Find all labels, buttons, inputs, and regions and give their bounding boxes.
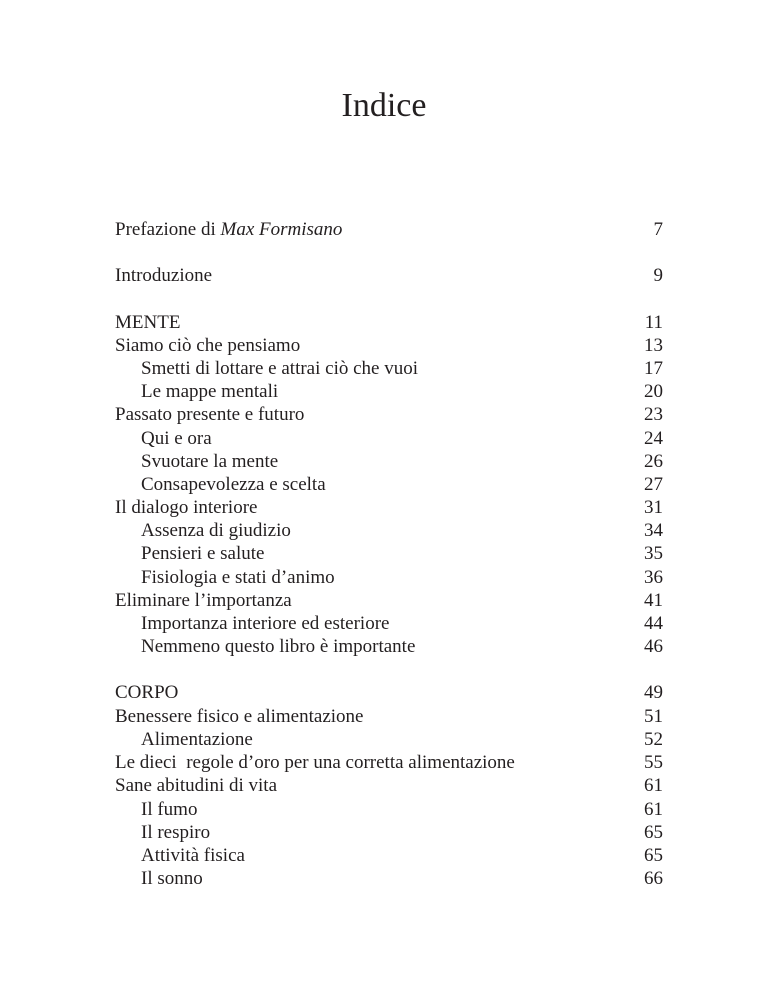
toc-subentry (115, 728, 663, 752)
toc-entry-page: 51 (644, 706, 663, 727)
toc-entry-page: 26 (644, 451, 663, 472)
toc-entry-page: 11 (644, 312, 663, 333)
toc-entry-label: Consapevolezza e scelta (141, 474, 326, 495)
toc-entry-page: 31 (644, 497, 663, 518)
toc-entry-page: 46 (644, 636, 663, 657)
toc-entry (115, 218, 663, 242)
toc-entry-page: 13 (644, 335, 663, 356)
toc-subentry (115, 844, 663, 868)
toc-entry-label: Fisiologia e stati d’animo (141, 567, 335, 588)
toc-entry-page: 65 (644, 822, 663, 843)
toc-entry-page: 49 (644, 682, 663, 703)
toc-entry-label: Prefazione di Max Formisano (115, 219, 343, 240)
toc-entry-page: 66 (644, 868, 663, 889)
toc-entry (115, 496, 663, 520)
toc-entry-label: Siamo ciò che pensiamo (115, 335, 301, 356)
toc-entry-page: 52 (644, 729, 663, 750)
toc-entry-page: 65 (644, 845, 663, 866)
toc-entry-page: 41 (644, 590, 663, 611)
toc-subentry (115, 635, 663, 659)
page-title: Indice (341, 87, 427, 124)
toc-entry-label: Alimentazione (141, 729, 253, 750)
toc-entry-label: Pensieri e salute (141, 543, 265, 564)
toc-entry-label: Benessere fisico e alimentazione (115, 706, 364, 727)
toc-section-heading (115, 311, 663, 335)
toc-entry-page: 44 (644, 613, 663, 634)
toc-entry-page: 55 (644, 752, 663, 773)
toc-entry-label: Il dialogo interiore (115, 497, 258, 518)
toc-subentry (115, 357, 663, 381)
toc-entry-label: Introduzione (115, 265, 213, 286)
toc-entry-page: 17 (644, 358, 663, 379)
toc-entry-label: Le dieci regole d’oro per una corretta alimentazione (115, 752, 515, 773)
toc-entry (115, 264, 663, 288)
toc-entry-label: Le mappe mentali (141, 381, 279, 402)
toc-entry (115, 334, 663, 358)
toc-section-heading (115, 681, 663, 705)
toc-entry-page: 61 (644, 799, 663, 820)
toc-entry-label: MENTE (115, 312, 181, 333)
toc-entry-page: 7 (653, 219, 663, 240)
toc-entry-label: Il respiro (141, 822, 211, 843)
toc-entry-label: Assenza di giudizio (141, 520, 291, 541)
toc-entry-label: Eliminare l’importanza (115, 590, 292, 611)
toc-subentry (115, 519, 663, 543)
toc-entry-page: 27 (644, 474, 663, 495)
toc-entry-page: 36 (644, 567, 663, 588)
toc-entry-page: 24 (644, 428, 663, 449)
toc-entry-label: CORPO (115, 682, 179, 703)
toc-entry-label: Svuotare la mente (141, 451, 279, 472)
toc-entry-page: 35 (644, 543, 663, 564)
toc-entry-label: Il sonno (141, 868, 203, 889)
toc-subentry (115, 798, 663, 822)
toc-entry (115, 705, 663, 729)
toc-entry-label: Smetti di lottare e attrai ciò che vuoi (141, 358, 418, 379)
toc-entry (115, 751, 663, 775)
toc-entry (115, 774, 663, 798)
toc-entry-label: Sane abitudini di vita (115, 775, 278, 796)
toc-subentry (115, 380, 663, 404)
toc-subentry (115, 612, 663, 636)
toc-subentry (115, 473, 663, 497)
toc-entry-page: 61 (644, 775, 663, 796)
toc-subentry (115, 867, 663, 891)
toc-entry (115, 403, 663, 427)
author-name: Max Formisano (220, 219, 343, 240)
toc-entry-label: Nemmeno questo libro è importante (141, 636, 416, 657)
toc-entry-page: 9 (653, 265, 663, 286)
toc-entry-page: 23 (644, 404, 663, 425)
toc-entry-label: Passato presente e futuro (115, 404, 305, 425)
toc-entry-label: Il fumo (141, 799, 198, 820)
toc-subentry (115, 542, 663, 566)
toc-entry-page: 20 (644, 381, 663, 402)
toc-subentry (115, 450, 663, 474)
toc-entry-label: Attività fisica (141, 845, 245, 866)
toc-entry-label: Qui e ora (141, 428, 212, 449)
toc-entry (115, 589, 663, 613)
toc-entry-page: 34 (644, 520, 663, 541)
toc-subentry (115, 427, 663, 451)
toc-entry-label: Importanza interiore ed esteriore (141, 613, 390, 634)
toc-subentry (115, 821, 663, 845)
toc-subentry (115, 566, 663, 590)
